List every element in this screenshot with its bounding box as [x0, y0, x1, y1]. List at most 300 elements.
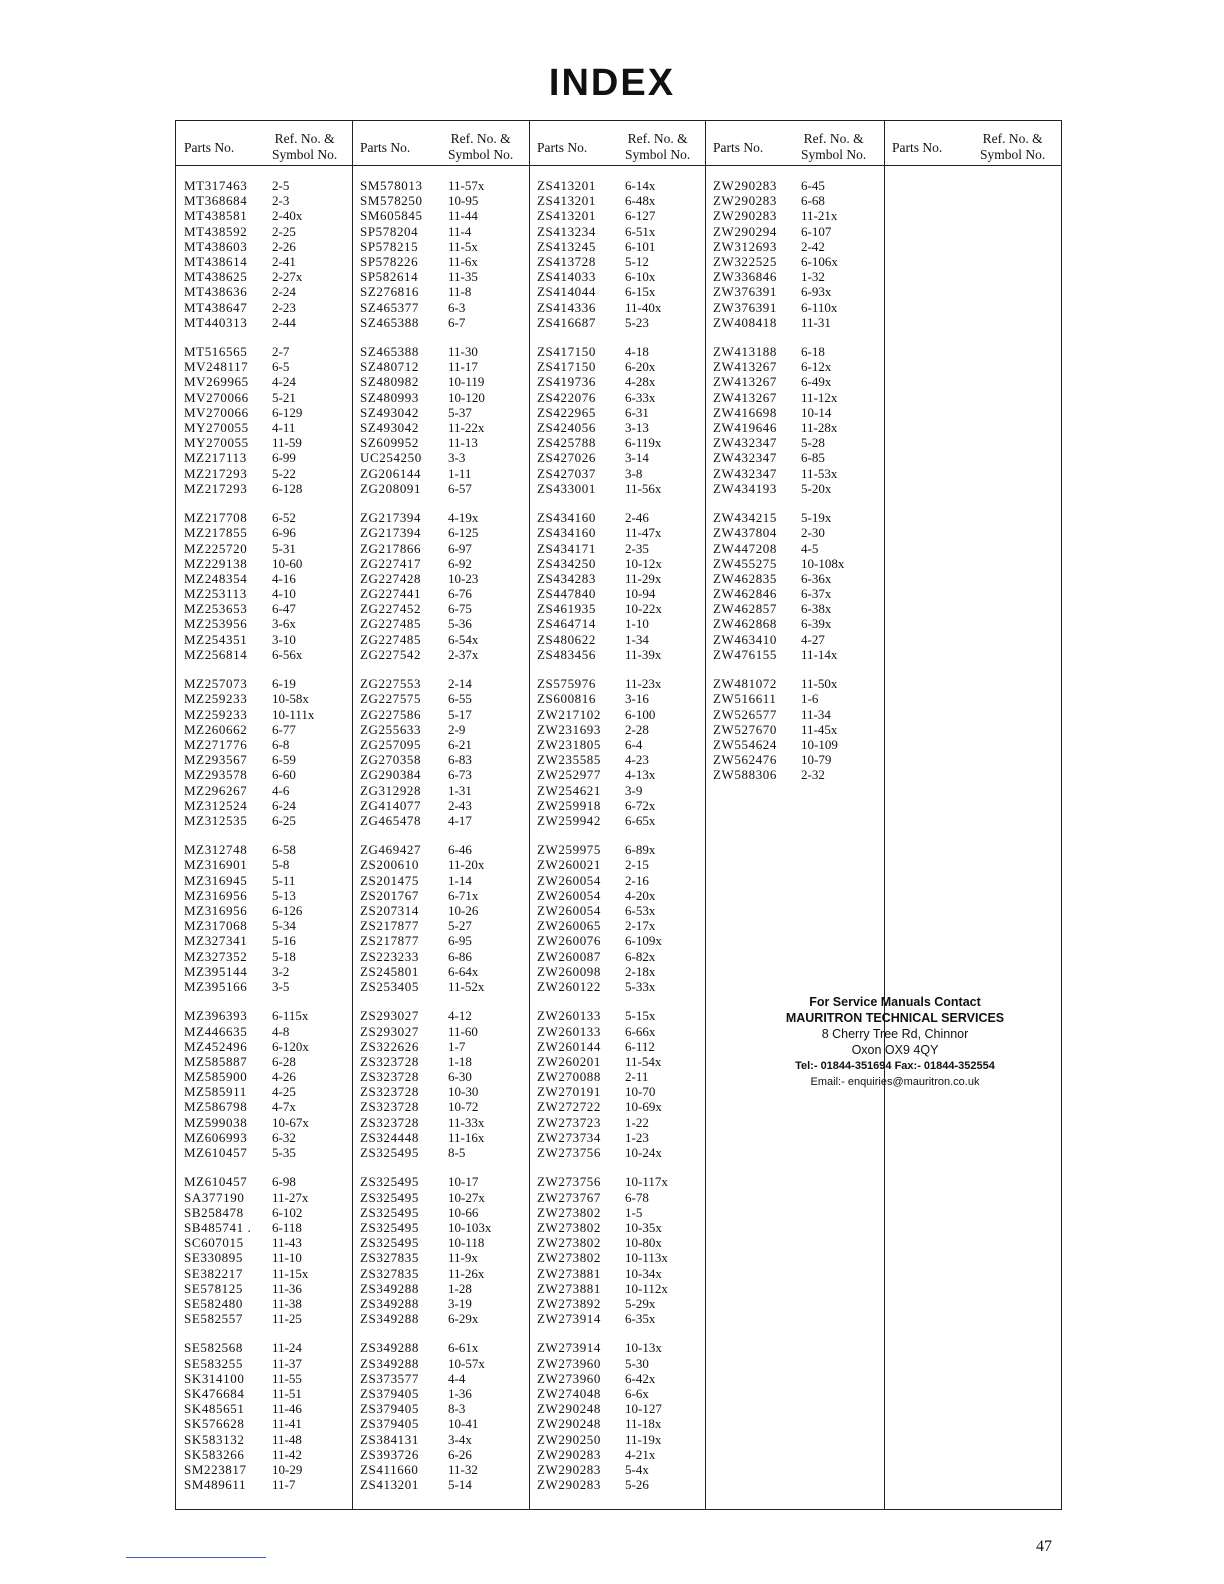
contact-line-1: For Service Manuals Contact	[809, 995, 981, 1009]
header-ref-line2: Symbol No.	[801, 147, 867, 162]
part-number: ZW462868	[713, 616, 778, 632]
part-number: ZS434250	[537, 555, 596, 571]
ref-number: 2-30	[801, 525, 825, 541]
header-parts-no: Parts No.	[184, 140, 235, 155]
ref-number: 11-5x	[448, 238, 478, 254]
ref-number: 11-48	[272, 1431, 302, 1447]
ref-number: 11-17	[448, 359, 478, 375]
part-number: MZ225720	[184, 540, 248, 556]
ref-number: 11-56x	[625, 480, 662, 496]
ref-number: 2-18x	[625, 963, 656, 979]
ref-number: 2-14	[448, 676, 472, 692]
part-number: ZG227542	[360, 646, 422, 662]
part-number: ZS325495	[360, 1174, 419, 1190]
ref-number: 6-20x	[625, 359, 656, 375]
part-number: ZS416687	[537, 314, 596, 330]
part-number: MZ271776	[184, 736, 248, 752]
ref-number: 6-71x	[448, 887, 479, 903]
ref-number: 6-5	[272, 359, 290, 375]
part-number: ZW273802	[537, 1204, 602, 1220]
part-number: ZS349288	[360, 1355, 419, 1371]
ref-number: 6-126	[272, 903, 303, 918]
ref-number: 4-6	[272, 782, 290, 798]
part-number: ZW252977	[537, 767, 602, 783]
part-number: MZ217113	[184, 450, 247, 466]
part-number: MT438636	[184, 284, 248, 300]
ref-number: 10-35x	[625, 1219, 662, 1235]
header-parts-no: Parts No.	[537, 140, 588, 155]
part-number: MZ217293	[184, 480, 248, 496]
ref-number: 6-19	[272, 676, 296, 692]
ref-number: 5-20x	[801, 480, 832, 496]
ref-number: 5-29x	[625, 1295, 656, 1311]
ref-number: 5-30	[625, 1355, 649, 1371]
part-number: ZW260144	[537, 1038, 602, 1054]
part-number: ZW273756	[537, 1174, 602, 1190]
part-number: ZW290294	[713, 223, 778, 239]
part-number: ZW290283	[537, 1461, 602, 1477]
part-number: ZG208091	[360, 480, 422, 496]
contact-line-6: Email:- enquiries@mauritron.co.uk	[810, 1076, 980, 1088]
part-number: SP578226	[360, 253, 419, 269]
ref-number: 6-73	[448, 767, 472, 783]
ref-number: 4-23	[625, 752, 649, 768]
part-number: MZ396393	[184, 1008, 248, 1024]
ref-number: 10-26	[448, 903, 479, 918]
part-number: ZS323728	[360, 1099, 419, 1115]
part-number: ZW260054	[537, 903, 602, 918]
part-number: ZW260076	[537, 933, 602, 949]
part-number: ZW447208	[713, 540, 778, 556]
ref-number: 6-60	[272, 767, 296, 783]
part-number: ZW312693	[713, 238, 778, 254]
part-number: ZW290250	[537, 1431, 602, 1447]
ref-number: 11-16x	[448, 1129, 485, 1145]
part-number: ZS422965	[537, 404, 596, 420]
ref-number: 6-93x	[801, 284, 832, 300]
ref-number: 10-22x	[625, 601, 662, 617]
header-parts-no: Parts No.	[892, 140, 943, 155]
part-number: MZ257073	[184, 676, 248, 692]
part-number: MZ327341	[184, 933, 248, 949]
ref-number: 11-23x	[625, 676, 662, 692]
part-number: ZW290283	[713, 178, 778, 193]
part-number: ZW416698	[713, 404, 778, 420]
ref-number: 4-21x	[625, 1446, 656, 1462]
part-number: MZ395144	[184, 963, 248, 979]
part-number: ZW254621	[537, 782, 602, 798]
ref-number: 6-25	[272, 812, 296, 828]
ref-number: 6-12x	[801, 359, 832, 375]
part-number: MZ260662	[184, 721, 248, 737]
ref-number: 2-32	[801, 767, 825, 783]
part-number: MZ599038	[184, 1114, 248, 1130]
part-number: MZ312524	[184, 797, 248, 813]
header-ref-line2: Symbol No.	[980, 147, 1046, 162]
part-number: SE582568	[184, 1340, 243, 1356]
ref-number: 11-4	[448, 223, 472, 239]
part-number: ZS325495	[360, 1219, 419, 1235]
part-number: MV269965	[184, 374, 249, 390]
part-number: ZG227553	[360, 676, 422, 692]
part-number: SZ480982	[360, 374, 419, 390]
ref-number: 10-113x	[625, 1250, 668, 1266]
page-number: 47	[1036, 1538, 1052, 1555]
ref-number: 5-36	[448, 616, 472, 632]
part-number: ZW336846	[713, 269, 778, 285]
ref-number: 5-11	[272, 872, 296, 888]
ref-number: 2-40x	[272, 208, 303, 224]
ref-number: 3-2	[272, 963, 290, 979]
part-number: MZ253653	[184, 601, 248, 617]
part-number: MY270055	[184, 435, 249, 451]
part-number: ZS480622	[537, 631, 596, 647]
part-number: ZS293027	[360, 1008, 419, 1024]
ref-number: 6-96	[272, 525, 296, 541]
part-number: ZW588306	[713, 767, 778, 783]
ref-number: 11-43	[272, 1235, 302, 1251]
ref-number: 6-64x	[448, 963, 479, 979]
ref-number: 5-14	[448, 1477, 472, 1493]
ref-number: 10-108x	[801, 555, 845, 571]
ref-number: 5-15x	[625, 1008, 656, 1024]
part-number: ZS327835	[360, 1265, 419, 1281]
ref-number: 6-100	[625, 706, 656, 722]
part-number: ZW270088	[537, 1069, 602, 1085]
part-number: ZW419646	[713, 420, 778, 435]
part-number: MZ253956	[184, 616, 248, 632]
ref-number: 6-115x	[272, 1008, 309, 1024]
ref-number: 4-17	[448, 812, 472, 828]
part-number: SE578125	[184, 1280, 243, 1296]
part-number: ZS200610	[360, 857, 419, 873]
part-number: SZ465377	[360, 299, 419, 315]
part-number: ZW260065	[537, 918, 602, 934]
ref-number: 3-5	[272, 978, 290, 994]
part-number: ZS253405	[360, 978, 419, 994]
part-number: MZ217293	[184, 465, 248, 481]
ref-number: 6-39x	[801, 616, 832, 632]
ref-number: 6-18	[801, 344, 825, 360]
ref-number: 10-72	[448, 1099, 479, 1115]
ref-number: 5-26	[625, 1477, 649, 1493]
ref-number: 2-26	[272, 238, 296, 254]
part-number: MZ229138	[184, 555, 248, 571]
index-table	[175, 120, 1062, 1510]
part-number: MZ253113	[184, 586, 247, 602]
part-number: ZS323728	[360, 1084, 419, 1100]
ref-number: 6-102	[272, 1204, 303, 1220]
ref-number: 5-27	[448, 918, 472, 934]
ref-number: 10-69x	[625, 1099, 662, 1115]
part-number: SZ465388	[360, 314, 419, 330]
part-number: ZW273802	[537, 1250, 602, 1266]
ref-number: 6-47	[272, 601, 296, 617]
part-number: SA377190	[184, 1189, 245, 1205]
part-number: ZW434193	[713, 480, 778, 496]
ref-number: 10-127	[625, 1401, 662, 1417]
part-number: ZS379405	[360, 1401, 419, 1417]
part-number: ZW273960	[537, 1355, 602, 1371]
contact-line-4: Oxon OX9 4QY	[851, 1043, 939, 1057]
part-number: ZS323728	[360, 1069, 419, 1085]
ref-number: 11-8	[448, 284, 472, 300]
ref-number: 4-7x	[272, 1099, 296, 1115]
part-number: ZS422076	[537, 389, 596, 405]
ref-number: 11-19x	[625, 1431, 662, 1447]
ref-number: 3-16	[625, 691, 649, 707]
ref-number: 10-29	[272, 1461, 303, 1477]
part-number: MZ327352	[184, 948, 248, 964]
part-number: ZW260054	[537, 872, 602, 888]
ref-number: 11-42	[272, 1446, 302, 1462]
part-number: MZ316956	[184, 903, 248, 918]
ref-number: 4-28x	[625, 374, 656, 390]
part-number: ZS413245	[537, 238, 596, 254]
part-number: ZW273892	[537, 1295, 602, 1311]
ref-number: 5-23	[625, 314, 649, 330]
part-number: ZW231693	[537, 721, 602, 737]
part-number: ZW562476	[713, 752, 778, 768]
header-ref-line1: Ref. No. &	[450, 131, 511, 146]
ref-number: 11-55	[272, 1370, 302, 1386]
ref-number: 6-109x	[625, 933, 662, 949]
ref-number: 11-13	[448, 435, 478, 451]
header-ref-line2: Symbol No.	[625, 147, 691, 162]
part-number: ZS413728	[537, 253, 596, 269]
ref-number: 2-11	[625, 1069, 649, 1085]
part-number: ZS349288	[360, 1311, 419, 1327]
ref-number: 2-17x	[625, 918, 656, 934]
part-number: SK476684	[184, 1386, 245, 1401]
ref-number: 11-18x	[625, 1416, 662, 1432]
part-number: ZW274048	[537, 1386, 602, 1401]
ref-number: 2-41	[272, 253, 296, 269]
ref-number: 6-129	[272, 404, 303, 420]
ref-number: 6-77	[272, 721, 296, 737]
contact-line-5: Tel:- 01844-351694 Fax:- 01844-352554	[795, 1060, 995, 1072]
ref-number: 5-8	[272, 857, 290, 873]
part-number: SB258478	[184, 1204, 244, 1220]
part-number: ZG227586	[360, 706, 422, 722]
part-number: ZG312928	[360, 782, 422, 798]
ref-number: 1-11	[448, 465, 472, 481]
ref-number: 11-12x	[801, 389, 838, 405]
part-number: ZW260122	[537, 978, 602, 994]
part-number: MZ610457	[184, 1145, 248, 1160]
ref-number: 2-9	[448, 721, 466, 737]
ref-number: 5-12	[625, 253, 649, 269]
ref-number: 6-32	[272, 1129, 296, 1145]
part-number: MZ293567	[184, 752, 248, 768]
part-number: ZS413201	[537, 193, 596, 209]
ref-number: 5-21	[272, 389, 296, 405]
part-number: UC254250	[360, 450, 422, 466]
part-number: MT317463	[184, 178, 248, 193]
ref-number: 2-24	[272, 284, 296, 300]
part-number: SM223817	[184, 1461, 247, 1477]
part-number: ZW260201	[537, 1053, 602, 1069]
ref-number: 10-30	[448, 1084, 479, 1100]
ref-number: 4-18	[625, 344, 649, 360]
ref-number: 6-120x	[272, 1038, 309, 1054]
part-number: ZG227441	[360, 586, 422, 602]
ref-number: 4-13x	[625, 767, 656, 783]
part-number: ZG465478	[360, 812, 422, 828]
part-number: ZS323728	[360, 1053, 419, 1069]
ref-number: 5-28	[801, 435, 825, 451]
ref-number: 6-33x	[625, 389, 656, 405]
part-number: ZS427026	[537, 450, 596, 466]
part-number: ZW432347	[713, 465, 778, 481]
part-number: ZS217877	[360, 933, 419, 949]
ref-number: 2-15	[625, 857, 649, 873]
ref-number: 10-66	[448, 1204, 479, 1220]
ref-number: 10-24x	[625, 1145, 662, 1160]
ref-number: 10-95	[448, 193, 479, 209]
ref-number: 6-53x	[625, 903, 656, 918]
part-number: MZ312535	[184, 812, 248, 828]
part-number: SZ493042	[360, 420, 419, 435]
header-parts-no: Parts No.	[713, 140, 764, 155]
ref-number: 6-55	[448, 691, 472, 707]
ref-number: 2-5	[272, 178, 290, 193]
part-number: ZS413201	[537, 208, 596, 224]
ref-number: 6-61x	[448, 1340, 479, 1356]
ref-number: 4-5	[801, 540, 819, 556]
ref-number: 6-28	[272, 1053, 296, 1069]
part-number: ZW413188	[713, 344, 778, 360]
ref-number: 11-33x	[448, 1114, 485, 1130]
part-number: ZS414044	[537, 284, 596, 300]
part-number: ZG217394	[360, 525, 422, 541]
part-number: ZS324448	[360, 1129, 419, 1145]
ref-number: 6-59	[272, 752, 296, 768]
contact-line-2: MAURITRON TECHNICAL SERVICES	[785, 1011, 1005, 1025]
ref-number: 5-13	[272, 887, 296, 903]
header-ref-no	[625, 131, 690, 163]
header-ref-line1: Ref. No. &	[274, 131, 335, 146]
ref-number: 10-60	[272, 555, 303, 571]
part-number: SP582614	[360, 269, 419, 285]
ref-number: 11-54x	[625, 1053, 662, 1069]
ref-number: 6-112	[625, 1038, 655, 1054]
part-number: ZW322525	[713, 253, 778, 269]
part-number: ZW290283	[713, 193, 778, 209]
part-number: ZW481072	[713, 676, 778, 692]
ref-number: 6-8	[272, 736, 290, 752]
part-number: ZS461935	[537, 601, 596, 617]
part-number: ZW290248	[537, 1416, 602, 1432]
ref-number: 5-35	[272, 1145, 296, 1160]
ref-number: 6-42x	[625, 1370, 656, 1386]
part-number: ZS413201	[537, 178, 596, 193]
ref-number: 6-31	[625, 404, 649, 420]
part-number: SZ480993	[360, 389, 419, 405]
ref-number: 6-98	[272, 1174, 296, 1190]
part-number: ZS223233	[360, 948, 419, 964]
header-parts-no: Parts No.	[360, 140, 411, 155]
part-number: ZS349288	[360, 1295, 419, 1311]
part-number: ZW290283	[537, 1477, 602, 1493]
part-number: ZS325495	[360, 1145, 419, 1160]
part-number: MZ217708	[184, 510, 248, 526]
part-number: MZ610457	[184, 1174, 248, 1190]
part-number: ZS245801	[360, 963, 419, 979]
header-ref-no	[980, 131, 1045, 163]
part-number: MZ254351	[184, 631, 248, 647]
ref-number: 2-28	[625, 721, 649, 737]
ref-number: 6-89x	[625, 842, 656, 858]
part-number: ZG255633	[360, 721, 422, 737]
ref-number: 2-35	[625, 540, 649, 556]
ref-number: 1-32	[801, 269, 825, 285]
ref-number: 6-29x	[448, 1311, 479, 1327]
part-number: ZG227485	[360, 631, 422, 647]
ref-number: 11-36	[272, 1280, 302, 1296]
ref-number: 5-31	[272, 540, 296, 556]
part-number: ZG227575	[360, 691, 422, 707]
ref-number: 6-107	[801, 223, 832, 239]
ref-number: 5-33x	[625, 978, 656, 994]
part-number: MZ316945	[184, 872, 248, 888]
ref-number: 10-58x	[272, 691, 309, 707]
part-number: ZW554624	[713, 736, 778, 752]
ref-number: 2-7	[272, 344, 290, 360]
part-number: MZ317068	[184, 918, 248, 934]
ref-number: 1-22	[625, 1114, 649, 1130]
part-number: ZS600816	[537, 691, 596, 707]
ref-number: 11-59	[272, 435, 302, 451]
ref-number: 2-16	[625, 872, 649, 888]
part-number: MZ585887	[184, 1053, 248, 1069]
part-number: MZ248354	[184, 570, 248, 586]
part-number: ZS322626	[360, 1038, 419, 1054]
part-number: ZS434160	[537, 510, 596, 526]
ref-number: 1-7	[448, 1038, 466, 1054]
part-number: ZW527670	[713, 721, 778, 737]
ref-number: 11-9x	[448, 1250, 478, 1266]
part-number: MT440313	[184, 314, 248, 330]
ref-number: 6-45	[801, 178, 825, 193]
ref-number: 11-53x	[801, 465, 838, 481]
ref-number: 6-99	[272, 450, 296, 466]
ref-number: 11-30	[448, 344, 478, 360]
part-number: MV270066	[184, 389, 249, 405]
ref-number: 11-15x	[272, 1265, 309, 1281]
part-number: MZ259233	[184, 706, 248, 722]
part-number: MZ312748	[184, 842, 248, 858]
part-number: ZW260133	[537, 1023, 602, 1039]
part-number: SP578215	[360, 238, 419, 254]
part-number: SP578204	[360, 223, 419, 239]
ref-number: 4-4	[448, 1370, 466, 1386]
ref-number: 2-43	[448, 797, 472, 813]
ref-number: 6-14x	[625, 178, 656, 193]
ref-number: 2-46	[625, 510, 649, 526]
ref-number: 6-110x	[801, 299, 838, 315]
part-number: ZG217394	[360, 510, 422, 526]
part-number: ZG270358	[360, 752, 422, 768]
part-number: ZS325495	[360, 1189, 419, 1205]
ref-number: 6-78	[625, 1189, 649, 1205]
part-number: ZW260098	[537, 963, 602, 979]
part-number: ZW376391	[713, 299, 778, 315]
part-number: MT368684	[184, 193, 248, 209]
part-number: SZ609952	[360, 435, 419, 451]
part-number: ZS427037	[537, 465, 596, 481]
ref-number: 10-94	[625, 586, 656, 602]
